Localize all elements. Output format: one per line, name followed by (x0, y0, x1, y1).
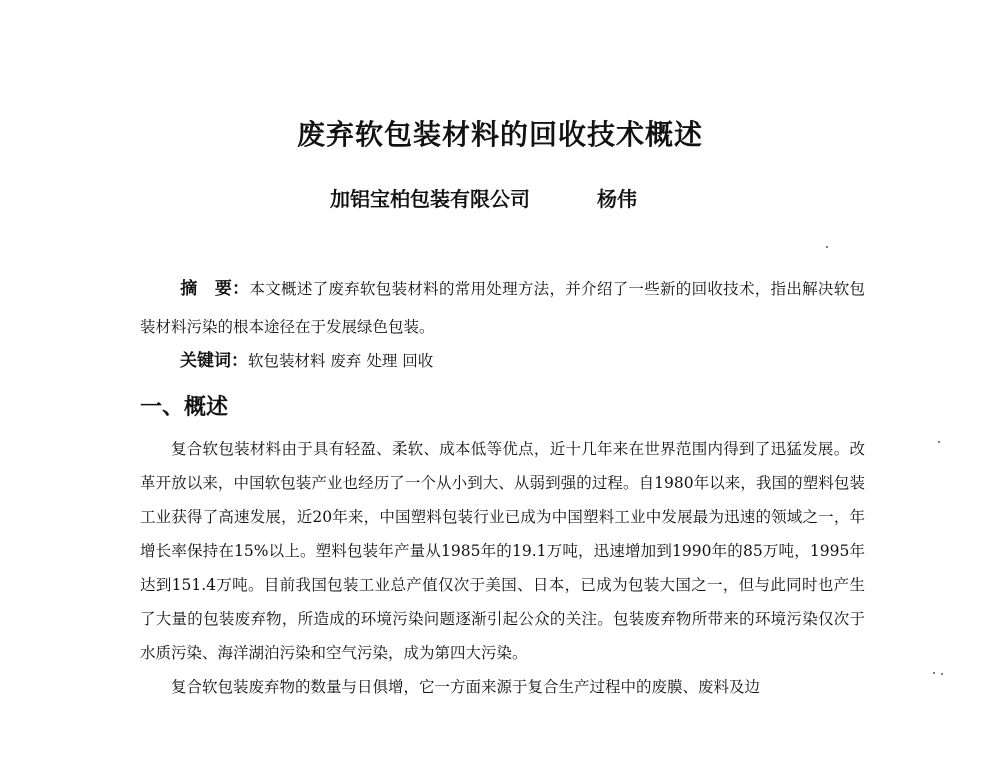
abstract (140, 270, 865, 346)
author-line (330, 183, 637, 212)
author-name: 杨伟 (596, 187, 637, 211)
body-paragraph: 复合软包装废弃物的数量与日俱增，它一方面来源于复合生产过程中的废膜、废料及边 (171, 678, 761, 696)
section-body (140, 432, 865, 704)
keywords-label: 关键词： (180, 351, 248, 371)
paper-title: 废弃软包装材料的回收技术概述 (296, 118, 703, 151)
body-paragraph: 复合软包装材料由于具有轻盈、柔软、成本低等优点，近十几年来在世界范围内得到了迅猛发展。改革开放以来，中国软包装产业也经历了一个从小到大、从弱到强的过程。自1980年以来，我国的塑料包装工业获得了高速发展，近20年来，中国塑料包装行业已成为中国塑料工业中发展最为迅速的领域之一，年增长率保持在15%以上。塑料包装年产量从1985年的19.1万吨，迅速增加到1990年的85万吨，1995年达到151.4万吨。目前我国包装工业总产值仅次于美国、日本，已成为包装大国之一，但与此同时也产生了大量的包装废弃物，所造成的环境污染问题逐渐引起公众的关注。包装废弃物所带来的环境污染仅次于水质污染、海洋湖泊污染和空气污染，成为第四大污染。 (140, 440, 865, 662)
scan-speck (941, 673, 943, 675)
scan-speck (938, 441, 940, 443)
author-affiliation: 加铝宝柏包装有限公司 (330, 187, 530, 211)
abstract-label: 摘 要： (180, 279, 250, 299)
keywords-text: 软包装材料 废弃 处理 回收 (248, 352, 434, 370)
abstract-text: 本文概述了废弃软包装材料的常用处理方法，并介绍了一些新的回收技术，指出解决软包装材料污染的根本途径在于发展绿色包装。 (140, 280, 865, 336)
keywords (180, 346, 433, 376)
section-heading: 一、概述 (140, 394, 229, 420)
scan-speck (826, 246, 828, 248)
scan-speck (933, 672, 935, 674)
